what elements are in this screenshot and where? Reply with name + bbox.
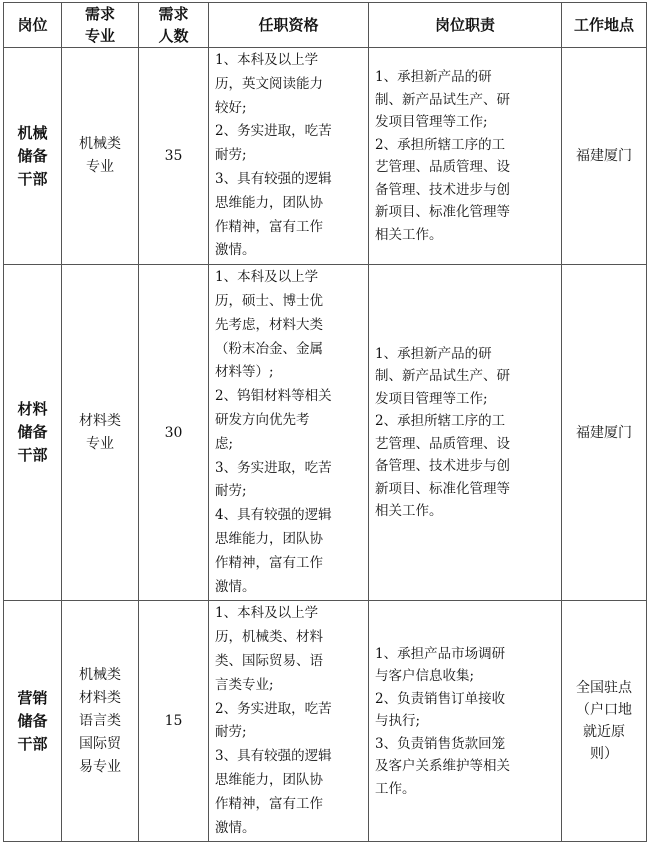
text-line: 制、新产品试生产、研: [375, 91, 510, 108]
duties-cell: [369, 601, 562, 842]
text-line: 历，机械类、材料: [215, 629, 323, 646]
text-line: 3、负责销售货款回笼: [375, 735, 506, 752]
text-line: 工作。: [375, 780, 416, 797]
text-line: 思维能力，团队协: [215, 530, 323, 547]
text-line: 新项目、标准化管理等: [375, 204, 510, 221]
header-duties: [369, 3, 562, 48]
text-line: 岗位: [17, 16, 48, 34]
text-line: 岗位职责: [434, 16, 495, 34]
text-line: 机械: [17, 123, 48, 142]
text-line: （户口地: [576, 702, 632, 719]
table-row: [4, 265, 647, 601]
text-line: 制、新产品试生产、研: [375, 368, 510, 385]
qualification-cell: [209, 265, 369, 601]
text-line: 全国驻点: [576, 680, 632, 697]
text-line: 机械类: [79, 666, 121, 683]
text-line: 耐劳;: [215, 483, 247, 500]
text-line: 干部: [17, 169, 48, 188]
text-line: 国际贸: [79, 735, 121, 752]
text-line: 2、务实进取，吃苦: [215, 123, 332, 140]
text-line: 作精神，富有工作: [215, 218, 323, 235]
text-line: 储备: [17, 423, 48, 442]
text-line: 激情。: [215, 819, 256, 836]
text-line: 1、承担产品市场调研: [375, 645, 506, 662]
text-line: 易专业: [79, 758, 121, 775]
text-line: 任职资格: [258, 16, 319, 34]
text-line: 专业: [84, 27, 115, 45]
major-cell: [62, 601, 139, 842]
text-line: 1、承担新产品的研: [375, 345, 492, 362]
text-line: 则）: [590, 746, 618, 763]
text-line: 激情。: [215, 578, 256, 595]
text-line: 历，英文阅读能力: [215, 75, 323, 92]
header-location: [562, 3, 647, 48]
text-line: 类、国际贸易、语: [215, 652, 323, 669]
text-line: 储备: [17, 146, 48, 165]
text-line: 3、具有较强的逻辑: [215, 170, 332, 187]
text-line: 较好;: [215, 99, 247, 116]
text-line: 言类专业;: [215, 676, 274, 693]
text-line: 3、务实进取，吃苦: [215, 459, 332, 476]
text-line: 发项目管理等工作;: [375, 390, 488, 407]
text-line: 福建厦门: [576, 424, 632, 441]
text-line: 2、钨钼材料等相关: [215, 388, 332, 405]
major-cell: [62, 48, 139, 265]
text-line: 历，硕士、博士优: [215, 292, 323, 309]
text-line: 与执行;: [375, 713, 421, 730]
count-cell: 35: [139, 48, 209, 265]
table-row: [4, 601, 647, 842]
text-line: 干部: [17, 734, 48, 753]
text-line: 营销: [17, 688, 48, 707]
text-line: 1、本科及以上学: [215, 269, 319, 286]
text-line: 机械类: [79, 136, 121, 153]
text-line: 作精神，富有工作: [215, 554, 323, 571]
text-line: 1、承担新产品的研: [375, 69, 492, 86]
text-line: 与客户信息收集;: [375, 668, 475, 685]
text-line: 研发方向优先考: [215, 411, 310, 428]
text-line: 专业: [86, 435, 114, 452]
text-line: 2、承担所辖工序的工: [375, 136, 506, 153]
text-line: 耐劳;: [215, 724, 247, 741]
text-line: 材料类: [79, 689, 121, 706]
text-line: 新项目、标准化管理等: [375, 480, 510, 497]
text-line: 福建厦门: [576, 148, 632, 165]
text-line: 2、务实进取，吃苦: [215, 700, 332, 717]
text-line: 干部: [17, 446, 48, 465]
position-cell: [4, 265, 62, 601]
text-line: 1、本科及以上学: [215, 605, 319, 622]
text-line: 需求: [84, 5, 115, 23]
header-qualification: [209, 3, 369, 48]
text-line: 耐劳;: [215, 147, 247, 164]
text-line: 备管理、技术进步与创: [375, 181, 510, 198]
text-line: 相关工作。: [375, 226, 443, 243]
table-row: [4, 48, 647, 265]
text-line: 激情。: [215, 242, 256, 259]
major-cell: [62, 265, 139, 601]
header-row: [4, 3, 647, 48]
text-line: 1、本科及以上学: [215, 52, 319, 68]
recruitment-table: [3, 2, 647, 842]
count-cell: 15: [139, 601, 209, 842]
text-line: 及客户关系维护等相关: [375, 758, 510, 775]
text-line: 人数: [158, 27, 189, 45]
qualification-cell: [209, 48, 369, 265]
location-cell: [562, 265, 647, 601]
qualification-cell: [209, 601, 369, 842]
header-major: [62, 3, 139, 48]
text-line: 2、负责销售订单接收: [375, 690, 506, 707]
text-line: 就近原: [583, 724, 625, 741]
text-line: 虑;: [215, 435, 234, 452]
text-line: 4、具有较强的逻辑: [215, 507, 332, 524]
text-line: 工作地点: [573, 16, 634, 34]
text-line: 材料: [17, 400, 48, 419]
text-line: 思维能力，团队协: [215, 771, 323, 788]
text-line: 专业: [86, 159, 114, 176]
text-line: 材料等）;: [215, 364, 274, 381]
position-cell: [4, 48, 62, 265]
text-line: 思维能力，团队协: [215, 194, 323, 211]
text-line: 2、承担所辖工序的工: [375, 413, 506, 430]
header-count: [139, 3, 209, 48]
text-line: 3、具有较强的逻辑: [215, 748, 332, 765]
text-line: 相关工作。: [375, 503, 443, 520]
location-cell: [562, 48, 647, 265]
position-cell: [4, 601, 62, 842]
text-line: 材料类: [79, 412, 121, 429]
text-line: 需求: [158, 5, 189, 23]
text-line: 作精神，富有工作: [215, 795, 323, 812]
text-line: 备管理、技术进步与创: [375, 458, 510, 475]
text-line: 储备: [17, 711, 48, 730]
duties-cell: [369, 265, 562, 601]
text-line: 语言类: [79, 712, 121, 729]
text-line: 艺管理、品质管理、设: [375, 435, 510, 452]
duties-cell: [369, 48, 562, 265]
text-line: 先考虑，材料大类: [215, 316, 323, 333]
text-line: 艺管理、品质管理、设: [375, 159, 510, 176]
location-cell: [562, 601, 647, 842]
header-position: [4, 3, 62, 48]
text-line: 发项目管理等工作;: [375, 114, 488, 131]
text-line: （粉末冶金、金属: [215, 340, 323, 357]
count-cell: 30: [139, 265, 209, 601]
